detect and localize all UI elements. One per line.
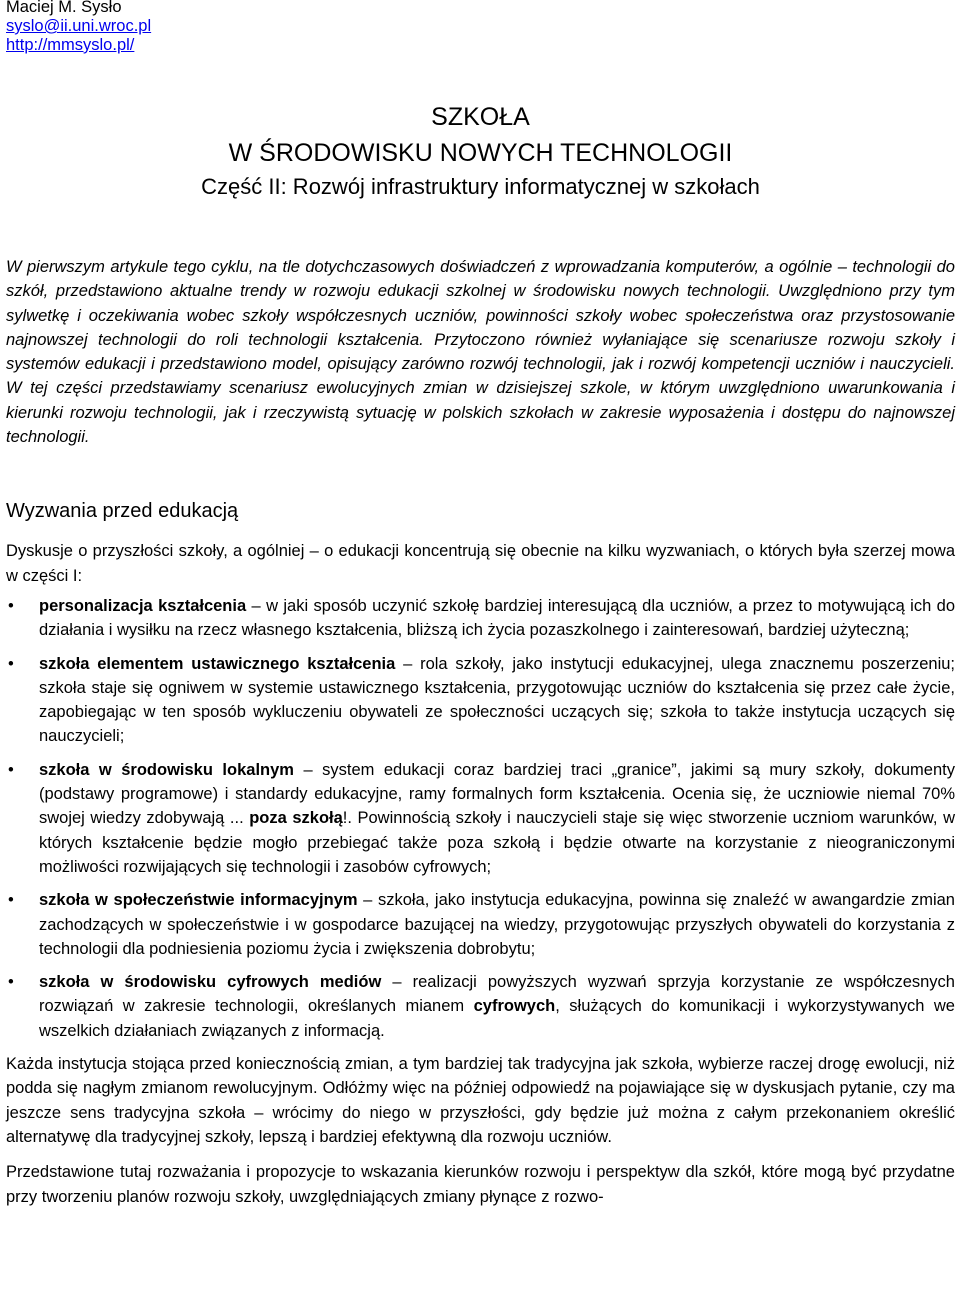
bullet-icon: • (8, 973, 14, 992)
challenge-emphasis: poza szkołą (249, 809, 343, 828)
challenge-description: – szkoła, jako instytucja edukacyjna, powinna się znaleźć w awangardzie zmian zachodzących w społeczeństwie i w gospodarce bazującej na wiedzy, przygotowując przyszłych obywateli do korzystania z technologii dla podniesienia poziomu życia i zwiększenia dobrobytu; (39, 891, 955, 958)
challenge-description: – system edukacji coraz bardziej traci „granice”, jakimi są mury szkoły, dokumenty (podstawy programowe) i standardy edukacyjne, ramy formalnych form kształcenia. Ocenia się, że uczniowie niemal 70% swojej wiedzy zdobywają ... (39, 760, 955, 828)
author-block (6, 0, 955, 55)
challenge-term: personalizacja kształcenia (39, 596, 247, 615)
bullet-icon: • (8, 654, 14, 673)
section-heading: Wyzwania przed edukacją (6, 500, 239, 523)
challenge-term: szkoła w środowisku lokalnym (39, 760, 294, 779)
challenge-description-cont: , służących do komunikacji i wykorzystywanych we wszelkich działaniach związanych z informacją. (39, 997, 955, 1040)
body-paragraph-evolution: Każda instytucja stojąca przed koniecznością zmian, a tym bardziej tak tradycyjna jak szkoła, wybierze raczej drogę ewolucji, niż podda się nagłym zmianom rewolucyjnym. Odłóżmy więc na później odpowiedź na pojawiające się w dyskusjach pytanie, czy ma jeszcze sens tradycyjna szkoła – wrócimy do niego w przyszłości, gdy będzie już można z całym przekonaniem określić alternatywę dla tradycyjnej szkoły, lepszą i bardziej efektywną dla rozwoju uczniów. (6, 1055, 955, 1146)
document-title-line-1: SZKOŁA (431, 103, 530, 131)
title-block (6, 99, 955, 203)
challenge-term: szkoła elementem ustawicznego kształcenia (39, 654, 396, 673)
list-item (6, 652, 955, 749)
abstract-paragraph: W pierwszym artykule tego cyklu, na tle dotychczasowych doświadczeń z wprowadzania komputerów, a ogólnie – technologii do szkół, przedstawiono aktualne trendy w rozwoju edukacji szkolnej w środowisku nowych technologii. Uwzględniono przy tym sylwetkę i oczekiwania wobec szkoły współczesnych uczniów, powinności szkoły wobec społeczeństwa oraz przystosowanie najnowszej technologii do roli technologii kształcenia. Przytoczono również wyłaniające się scenariusze rozwoju szkoły i systemów edukacji i przedstawiono model, opisujący zarówno rozwój technologii, jak i rozwój kompetencji uczniów i nauczycieli. W tej części przedstawiamy scenariusz ewolucyjnych zmian w dzisiejszej szkole, w którym uwzględniono uwarunkowania i kierunki rozwoju technologii, jak i rzeczywistą sytuację w polskich szkołach w zakresie wyposażenia i dostępu do najnowszej technologii. (6, 258, 955, 447)
document-page (6, 0, 955, 1209)
challenges-list (6, 594, 955, 1043)
author-email-link[interactable]: syslo@ii.uni.wroc.pl (6, 17, 152, 35)
list-item (6, 594, 955, 643)
document-subtitle: Część II: Rozwój infrastruktury informatycznej w szkołach (201, 174, 760, 199)
challenge-description: – w jaki sposób uczynić szkołę bardziej interesującą dla uczniów, a przez to motywującą ich do działania i wysiłku na rzecz własnego kształcenia, bliższą ich życia pozaszkolnego i zainteresowań, bardziej użyteczną; (39, 596, 955, 640)
section-intro-paragraph: Dyskusje o przyszłości szkoły, a ogólniej – o edukacji koncentrują się obecnie na kilku wyzwaniach, o których była szerzej mowa w części I: (6, 542, 955, 585)
list-item (6, 758, 955, 879)
challenge-description: – rola szkoły, jako instytucji edukacyjnej, ulega znacznemu poszerzeniu; szkoła staje się ogniwem w systemie ustawicznego kształcenia, przygotowując uczniów do kształcenia się przez całe życie, zapobiegając w ten sposób wykluczeniu obywateli ze społeczności uczących się; szkoła to także instytucja uczących się nauczycieli; (39, 654, 956, 746)
challenge-term: szkoła w środowisku cyfrowych mediów (39, 973, 382, 992)
list-item (6, 888, 955, 961)
challenge-description: – realizacji powyższych wyzwań sprzyja korzystanie ze współczesnych rozwiązań w zakresie technologii, określanych mianem (39, 973, 955, 1016)
document-title-line-2: W ŚRODOWISKU NOWYCH TECHNOLOGII (228, 139, 733, 167)
bullet-icon: • (8, 760, 14, 779)
author-name: Maciej M. Sysło (6, 0, 122, 16)
body-paragraph-directions: Przedstawione tutaj rozważania i propozycje to wskazania kierunków rozwoju i perspektyw dla szkół, które mogą być przydatne przy tworzeniu planów rozwoju szkoły, uwzględniających zmiany płynące z rozwo- (6, 1163, 955, 1206)
challenge-emphasis: cyfrowych (473, 997, 556, 1016)
author-website-link[interactable]: http://mmsyslo.pl/ (6, 36, 135, 54)
list-item (6, 970, 955, 1043)
bullet-icon: • (8, 891, 14, 910)
bullet-icon: • (8, 596, 14, 615)
challenge-term: szkoła w społeczeństwie informacyjnym (39, 891, 358, 910)
challenge-description-cont: !. Powinnością szkoły i nauczycieli staje się więc stworzenie uczniom warunków, w których kształcenie będzie mogło przebiegać także poza szkołą i będzie otwarte na korzystanie z nieograniczonymi możliwości rozwijających się technologii i zasobów cyfrowych; (39, 809, 955, 876)
